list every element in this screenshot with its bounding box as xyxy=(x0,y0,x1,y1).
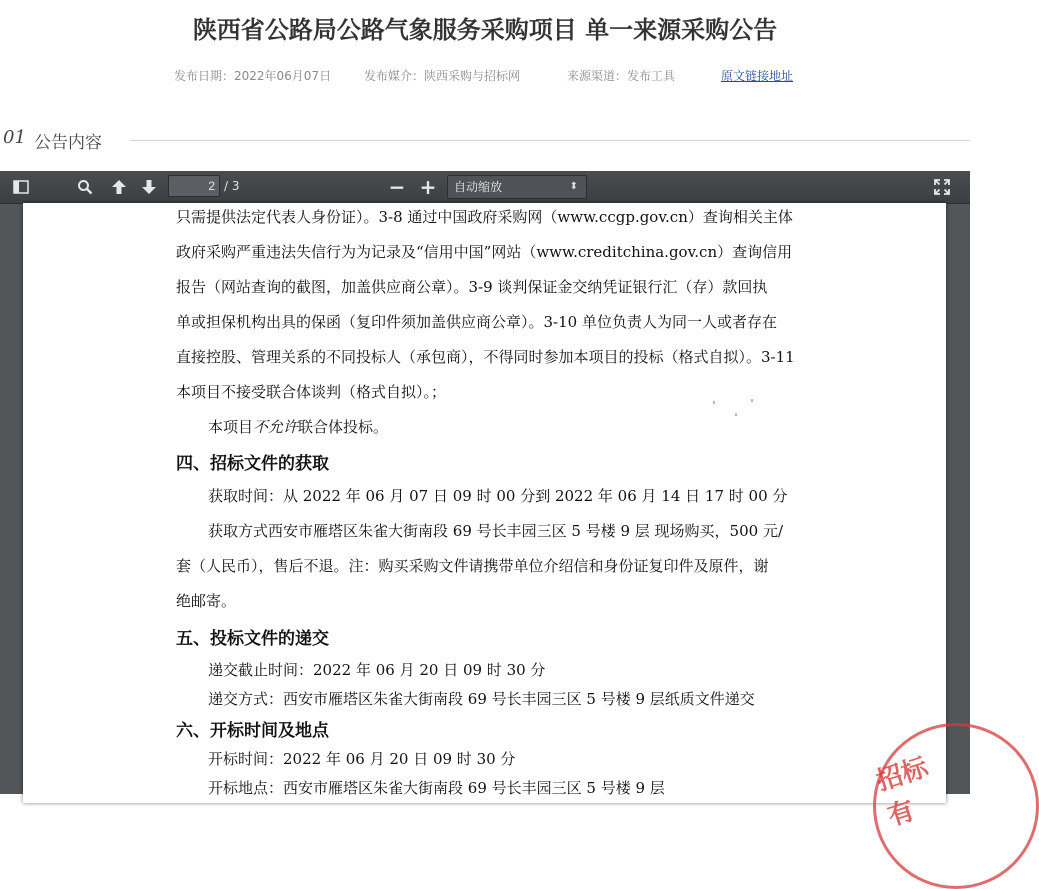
section4-method: 获取方式西安市雁塔区朱雀大街南段 69 号长丰园三区 5 号楼 9 层 现场购买，500 元/ xyxy=(208,522,784,540)
section4-method: 套（人民币），售后不退。注：购买采购文件请携带单位介绍信和身份证复印件及原件，谢 xyxy=(176,557,769,575)
section5-method: 递交方式：西安市雁塔区朱雀大街南段 69 号长丰园三区 5 号楼 9 层纸质文件递交 xyxy=(208,690,755,708)
doc-line: 政府采购严重违法失信行为为记录及“信用中国”网站（www.creditchina.gov.cn）查询信用 xyxy=(176,243,793,261)
page-number-input[interactable] xyxy=(168,175,220,197)
section-title: 公告内容 xyxy=(34,133,102,153)
zoom-select[interactable] xyxy=(447,175,587,199)
seal-text: 招标有 xyxy=(873,752,932,833)
original-link[interactable]: 原文链接地址 xyxy=(721,69,794,83)
scan-speck xyxy=(735,413,737,416)
pdf-viewer xyxy=(0,171,970,833)
page-total: / 3 xyxy=(224,179,240,193)
section4-heading: 四、招标文件的获取 xyxy=(176,454,329,474)
section4-method: 绝邮寄。 xyxy=(176,592,237,610)
doc-line: 直接控股、管理关系的不同投标人（承包商），不得同时参加本项目的投标（格式自拟）。3-11 xyxy=(176,348,795,366)
publish-date: 发布日期：2022年06月07日 xyxy=(174,69,332,83)
search-icon[interactable] xyxy=(73,175,97,199)
section-number: 01 xyxy=(3,127,26,148)
page-title: 陕西省公路局公路气象服务采购项目 单一来源采购公告 xyxy=(192,16,778,44)
consortium-prefix: 本项目 xyxy=(208,418,254,436)
fullscreen-icon[interactable] xyxy=(930,175,954,199)
section6-heading: 六、开标时间及地点 xyxy=(176,721,329,741)
sidebar-toggle-icon[interactable] xyxy=(9,175,33,199)
doc-line: 本项目不接受联合体谈判（格式自拟）。； xyxy=(176,383,447,401)
scan-speck xyxy=(713,401,715,404)
section5-heading: 五、投标文件的递交 xyxy=(176,629,329,649)
section-divider xyxy=(130,140,970,141)
section-heading xyxy=(0,127,970,155)
zoom-select-label: 自动缩放 xyxy=(454,180,503,194)
doc-line: 报告（网站查询的截图，加盖供应商公章）。3-9 谈判保证金交纳凭证银行汇（存）款回执 xyxy=(176,278,768,296)
consortium-suffix: 联合体投标。 xyxy=(298,418,389,436)
scan-speck xyxy=(751,399,753,402)
doc-line: 只需提供法定代表人身份证）。3-8 通过中国政府采购网（www.ccgp.gov.cn）查询相关主体 xyxy=(176,208,793,226)
section5-deadline: 递交截止时间：2022 年 06 月 20 日 09 时 30 分 xyxy=(208,661,546,679)
pdf-page xyxy=(23,203,946,833)
zoom-out-button[interactable]: − xyxy=(388,175,406,199)
select-caret-icon: ⬍ xyxy=(569,181,578,192)
pdf-toolbar xyxy=(0,171,970,204)
section4-time: 获取时间：从 2022 年 06 月 07 日 09 时 00 分到 2022 年 06 月 14 日 17 时 00 分 xyxy=(208,487,788,505)
publish-media: 发布媒介：陕西采购与招标网 xyxy=(364,69,521,83)
previous-page-icon[interactable] xyxy=(107,175,131,199)
section6-time: 开标时间：2022 年 06 月 20 日 09 时 30 分 xyxy=(208,750,516,768)
next-page-icon[interactable] xyxy=(137,175,161,199)
section6-place: 开标地点：西安市雁塔区朱雀大街南段 69 号长丰园三区 5 号楼 9 层 xyxy=(208,779,665,797)
consortium-italic: 不允许 xyxy=(253,418,299,436)
doc-line: 单或担保机构出具的保函（复印件须加盖供应商公章）。3-10 单位负责人为同一人或者存在 xyxy=(176,313,777,331)
source-channel: 来源渠道：发布工具 xyxy=(567,69,676,83)
consortium-line xyxy=(208,416,388,437)
zoom-in-button[interactable]: + xyxy=(419,175,437,199)
